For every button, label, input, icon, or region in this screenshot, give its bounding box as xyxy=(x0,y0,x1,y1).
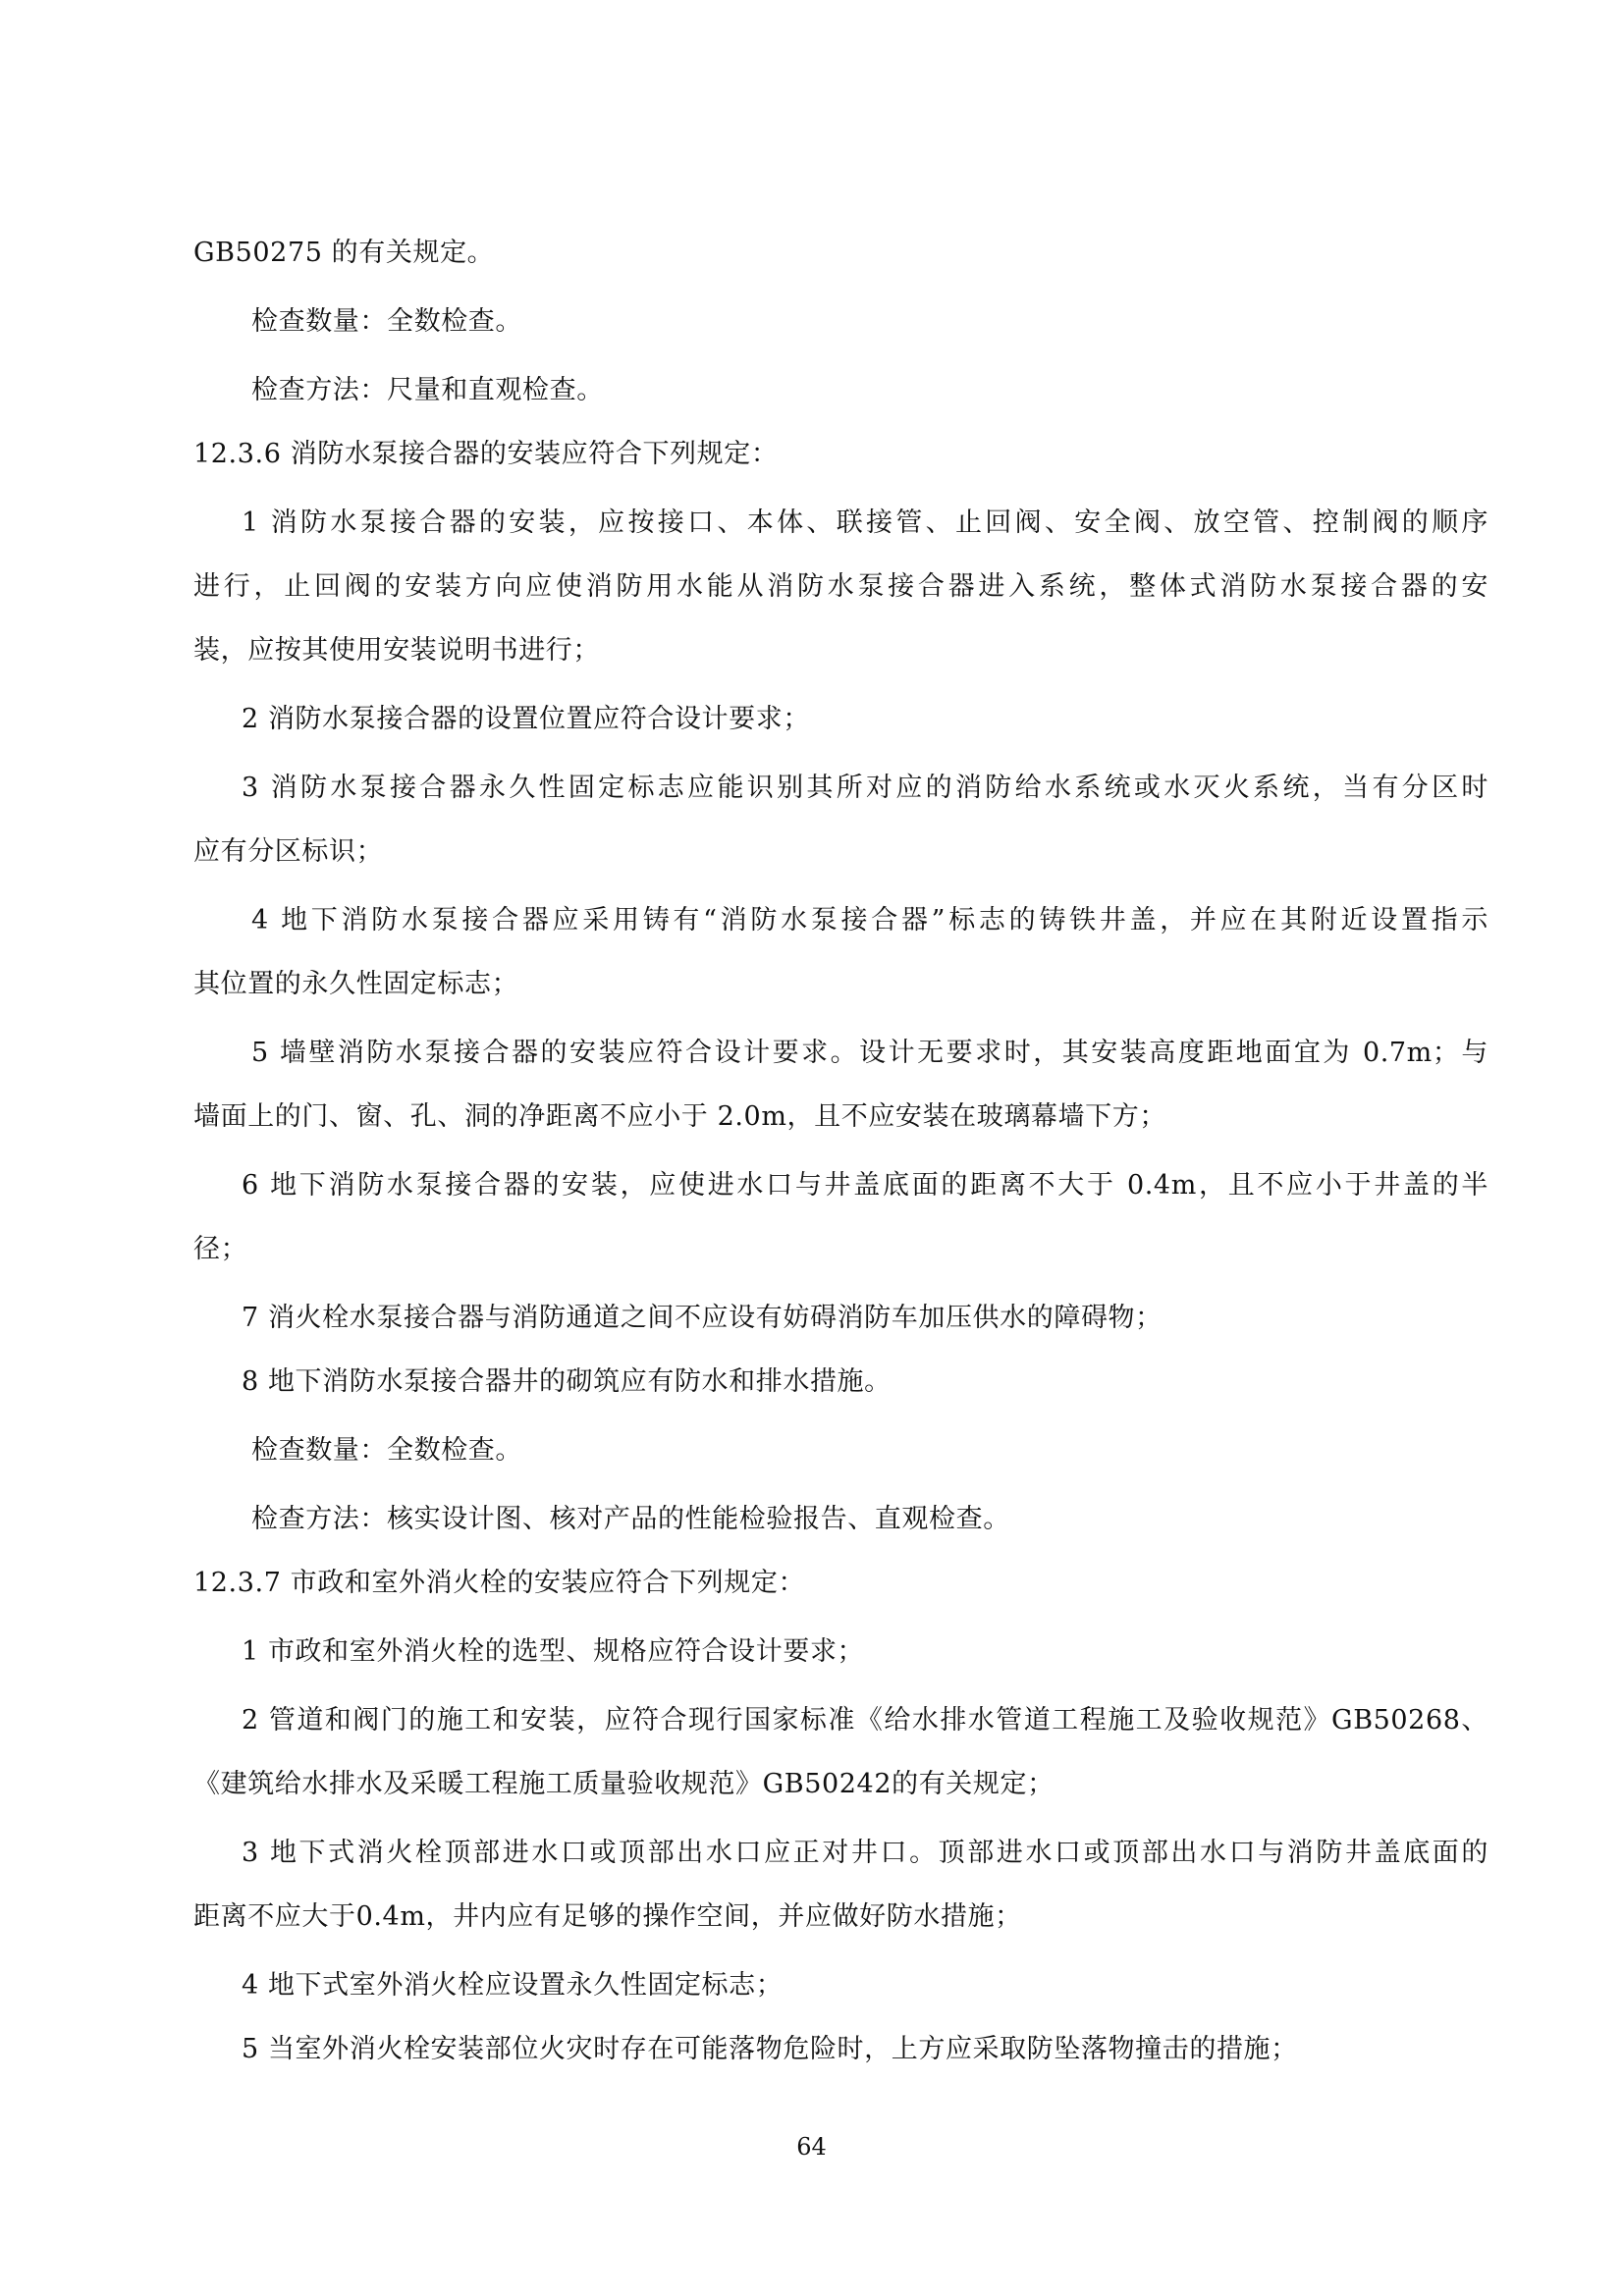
text-line: 其位置的永久性固定标志； xyxy=(193,969,519,999)
text-line: 3 消防水泵接合器永久性固定标志应能识别其所对应的消防给水系统或水灭火系统，当有分区时 xyxy=(242,773,1488,803)
text-line: 检查数量：全数检查。 xyxy=(251,306,522,337)
text-line: 6 地下消防水泵接合器的安装，应使进水口与井盖底面的距离不大于 0.4m，且不应小于井盖的半 xyxy=(242,1170,1488,1201)
text-line: 《建筑给水排水及采暖工程施工质量验收规范》GB50242的有关规定； xyxy=(193,1769,1055,1799)
text-line: GB50275 的有关规定。 xyxy=(193,238,495,268)
text-line: 2 管道和阀门的施工和安装，应符合现行国家标准《给水排水管道工程施工及验收规范》GB50268、 xyxy=(242,1705,1488,1735)
text-line: 墙面上的门、窗、孔、洞的净距离不应小于 2.0m，且不应安装在玻璃幕墙下方； xyxy=(193,1101,1166,1132)
section-heading: 12.3.7 市政和室外消火栓的安装应符合下列规定： xyxy=(193,1568,806,1598)
text-line: 距离不应大于0.4m，井内应有足够的操作空间，并应做好防水措施； xyxy=(193,1901,1022,1932)
text-line: 检查方法：尺量和直观检查。 xyxy=(251,375,604,405)
text-line: 5 当室外消火栓安装部位火灾时存在可能落物危险时，上方应采取防坠落物撞击的措施； xyxy=(242,2034,1298,2064)
text-line: 1 市政和室外消火栓的选型、规格应符合设计要求； xyxy=(242,1636,865,1667)
text-line: 8 地下消防水泵接合器井的砌筑应有防水和排水措施。 xyxy=(242,1366,892,1397)
text-line: 径； xyxy=(193,1234,248,1264)
text-line: 2 消防水泵接合器的设置位置应符合设计要求； xyxy=(242,704,810,734)
text-line: 进行，止回阀的安装方向应使消防用水能从消防水泵接合器进入系统，整体式消防水泵接合器的安 xyxy=(193,571,1488,602)
text-line: 检查方法：核实设计图、核对产品的性能检验报告、直观检查。 xyxy=(251,1504,1010,1534)
text-line: 检查数量：全数检查。 xyxy=(251,1435,522,1466)
section-heading: 12.3.6 消防水泵接合器的安装应符合下列规定： xyxy=(193,439,779,469)
text-line: 4 地下消防水泵接合器应采用铸有“消防水泵接合器”标志的铸铁井盖，并应在其附近设置指示 xyxy=(251,905,1488,935)
text-line: 5 墙壁消防水泵接合器的安装应符合设计要求。设计无要求时，其安装高度距地面宜为 0.7m；与 xyxy=(251,1038,1488,1068)
text-line: 7 消火栓水泵接合器与消防通道之间不应设有妨碍消防车加压供水的障碍物； xyxy=(242,1303,1163,1333)
text-line: 应有分区标识； xyxy=(193,836,384,867)
text-line: 装，应按其使用安装说明书进行； xyxy=(193,635,600,666)
page-number: 64 xyxy=(796,2133,827,2161)
text-line: 1 消防水泵接合器的安装，应按接口、本体、联接管、止回阀、安全阀、放空管、控制阀的顺序 xyxy=(242,507,1488,538)
text-line: 3 地下式消火栓顶部进水口或顶部出水口应正对井口。顶部进水口或顶部出水口与消防井盖底面的 xyxy=(242,1838,1488,1868)
text-line: 4 地下式室外消火栓应设置永久性固定标志； xyxy=(242,1970,784,2001)
